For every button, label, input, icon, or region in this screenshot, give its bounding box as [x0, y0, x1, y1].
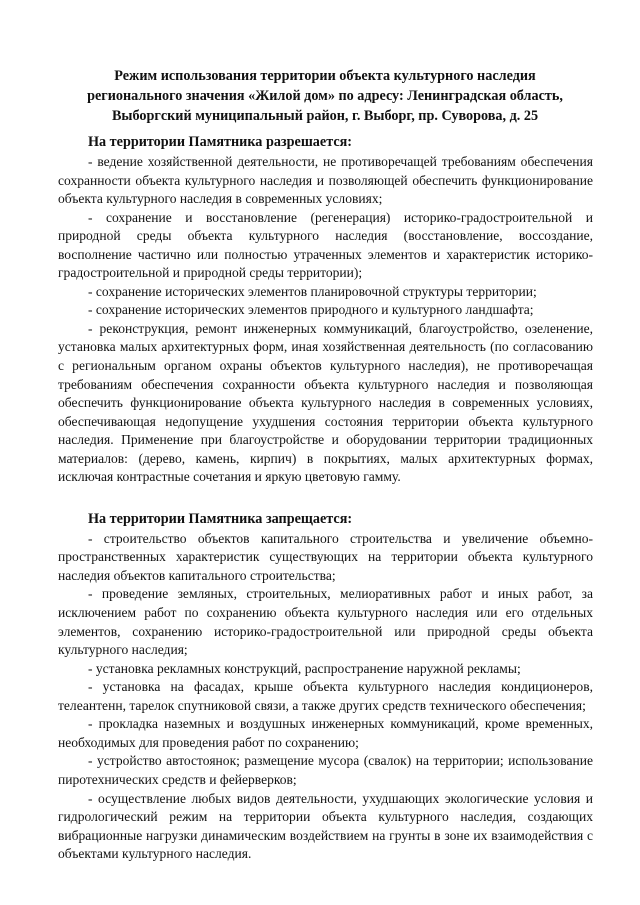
- prohibited-item: - строительство объектов капитального строительства и увеличение объемно-пространственных характеристик существующих на территории объекта культурного наследия объектов капитального строительства;: [58, 530, 593, 583]
- prohibited-heading: На территории Памятника запрещается:: [88, 510, 353, 527]
- permitted-item: - ведение хозяйственной деятельности, не противоречащей требованиям обеспечения сохранности объекта культурного наследия и позволяющей обеспечить функционирование объекта культурного наследия в современных условиях;: [58, 154, 593, 207]
- permitted-item: - сохранение и восстановление (регенерация) историко-градостроительной и природной среды объекта культурного наследия (восстановление, воссоздание, восполнение частично или полностью утраченных элементов и характеристик историко-градостроительной и природной среды территории);: [58, 209, 593, 281]
- prohibited-item: - установка рекламных конструкций, распространение наружной рекламы;: [88, 660, 521, 676]
- prohibited-item: - установка на фасадах, крыше объекта культурного наследия кондиционеров, телеантенн, тарелок спутниковой связи, а также других средств технического обеспечения;: [58, 679, 593, 713]
- prohibited-item: - устройство автостоянок; размещение мусора (свалок) на территории; использование пиротехнических средств и фейерверков;: [58, 753, 593, 787]
- prohibited-item: - осуществление любых видов деятельности, ухудшающих экологические условия и гидрологический режим на территории объекта культурного наследия, создающих вибрационные нагрузки динамическим воздействием на грунты в зоне их взаимодействия с объектами культурного наследия.: [58, 790, 593, 862]
- permitted-item: - сохранение исторических элементов природного и культурного ландшафта;: [88, 302, 534, 318]
- permitted-item: - сохранение исторических элементов планировочной структуры территории;: [88, 283, 537, 299]
- prohibited-section: [58, 509, 593, 864]
- permitted-item: - реконструкция, ремонт инженерных коммуникаций, благоустройство, озеленение, установка малых архитектурных форм, иная хозяйственная деятельность (по согласованию с региональным органом охраны объектов культурного наследия), не противоречащая требованиям обеспечения сохранности объекта культурного наследия и позволяющая обеспечить функционирование объекта культурного наследия в современных условиях, обеспечивающая недопущение ухудшения состояния территории объекта культурного наследия. Применение при благоустройстве и оборудовании территории традиционных материалов: (дерево, камень, кирпич) в покрытиях, малых архитектурных формах, исключая контрастные сочетания и яркую цветовую гамму.: [58, 320, 593, 485]
- permitted-heading: На территории Памятника разрешается:: [88, 134, 353, 150]
- permitted-section: [58, 132, 593, 487]
- prohibited-item: - прокладка наземных и воздушных инженерных коммуникаций, кроме временных, необходимых для проведения работ по сохранению;: [58, 716, 593, 750]
- document-title: Режим использования территории объекта культурного наследия регионального значения «Жилой дом» по адресу: Ленинградская область, Выборгский муниципальный район, г. Выборг, пр. Суворова, д. 25: [87, 68, 563, 124]
- document-body: [58, 132, 593, 864]
- prohibited-item: - проведение земляных, строительных, мелиоративных работ и иных работ, за исключением работ по сохранению объекта культурного наследия или его отдельных элементов, сохранению историко-градостроительной или природной среды объекта культурного наследия;: [58, 586, 593, 658]
